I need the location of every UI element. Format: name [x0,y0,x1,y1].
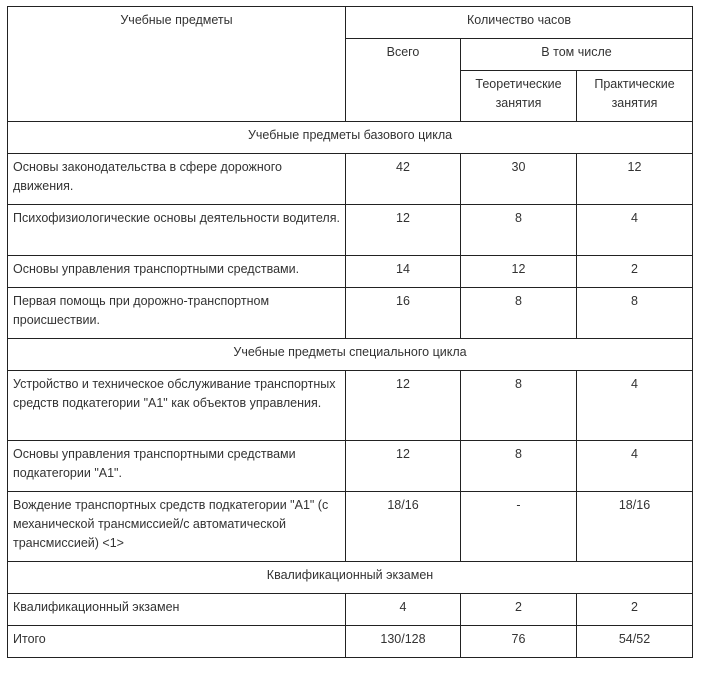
section-row [8,122,693,154]
subject-name: Основы законодательства в сфере дорожного движения. [8,154,346,205]
practice-hours: 2 [577,594,693,626]
total-hours: 130/128 [346,626,461,658]
theory-hours: 8 [461,371,577,441]
total-label: Итого [8,626,346,658]
practice-hours: 12 [577,154,693,205]
header-row-1 [8,7,693,39]
practice-hours: 2 [577,256,693,288]
practice-hours: 4 [577,441,693,492]
theory-hours: 8 [461,288,577,339]
header-including: В том числе [461,39,693,71]
section-row [8,339,693,371]
table-row [8,205,693,256]
theory-hours: 12 [461,256,577,288]
header-theory: Теоретические занятия [461,71,577,122]
theory-hours: 8 [461,205,577,256]
table-row [8,441,693,492]
table-row [8,371,693,441]
header-total: Всего [346,39,461,122]
table-row [8,256,693,288]
theory-hours: 30 [461,154,577,205]
total-hours: 18/16 [346,492,461,562]
subject-name: Основы управления транспортными средствами подкатегории "A1". [8,441,346,492]
subject-name: Основы управления транспортными средствами. [8,256,346,288]
total-hours: 16 [346,288,461,339]
total-hours: 42 [346,154,461,205]
practice-hours: 4 [577,371,693,441]
curriculum-table [7,6,693,658]
total-hours: 12 [346,371,461,441]
subject-name: Вождение транспортных средств подкатегории "A1" (с механической трансмиссией/с автоматической трансмиссией) <1> [8,492,346,562]
subject-name: Первая помощь при дорожно-транспортном происшествии. [8,288,346,339]
theory-hours: - [461,492,577,562]
theory-hours: 76 [461,626,577,658]
theory-hours: 2 [461,594,577,626]
section-row [8,562,693,594]
practice-hours: 4 [577,205,693,256]
header-subjects: Учебные предметы [8,7,346,122]
header-practice: Практические занятия [577,71,693,122]
subject-name: Устройство и техническое обслуживание транспортных средств подкатегории "A1" как объектов управления. [8,371,346,441]
total-hours: 12 [346,441,461,492]
table-row [8,492,693,562]
total-row [8,626,693,658]
table-row [8,154,693,205]
section-basic: Учебные предметы базового цикла [8,122,693,154]
practice-hours: 8 [577,288,693,339]
practice-hours: 54/52 [577,626,693,658]
total-hours: 4 [346,594,461,626]
total-hours: 12 [346,205,461,256]
section-special: Учебные предметы специального цикла [8,339,693,371]
header-hours: Количество часов [346,7,693,39]
subject-name: Квалификационный экзамен [8,594,346,626]
table-row [8,288,693,339]
theory-hours: 8 [461,441,577,492]
table-row [8,594,693,626]
section-exam: Квалификационный экзамен [8,562,693,594]
subject-name: Психофизиологические основы деятельности водителя. [8,205,346,256]
total-hours: 14 [346,256,461,288]
practice-hours: 18/16 [577,492,693,562]
